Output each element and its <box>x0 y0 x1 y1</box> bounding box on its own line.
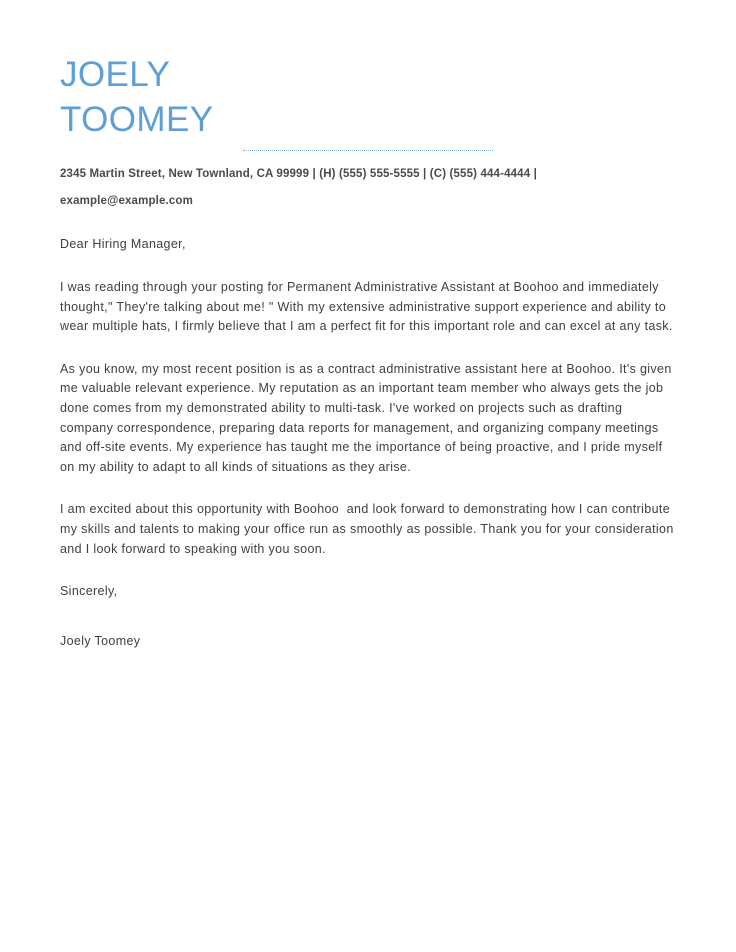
body-paragraph-3: I am excited about this opportunity with Boohoo and look forward to demonstrating how I can contribute my skills and talents to making your office run as smoothly as possible. Thank you for your consideration and I look forward to speaking with you soon. <box>60 502 678 556</box>
salutation: Dear Hiring Manager, <box>60 237 186 251</box>
contact-address-phone: 2345 Martin Street, New Townland, CA 99999 | (H) (555) 555-5555 | (C) (555) 444-4444 | <box>60 168 537 180</box>
applicant-name-header <box>60 52 676 142</box>
contact-info <box>60 161 676 215</box>
letter-body <box>60 235 676 651</box>
body-paragraph-1: I was reading through your posting for Permanent Administrative Assistant at Boohoo and immediately thought," They're talking about me! " With my extensive administrative support experience and ability to wear multiple hats, I firmly believe that I am a perfect fit for this important role and can excel at any task. <box>60 280 673 334</box>
applicant-last-name: TOOMEY <box>60 100 214 139</box>
header-divider <box>243 150 493 151</box>
cover-letter <box>60 52 676 651</box>
closing-salutation: Sincerely, <box>60 584 118 599</box>
contact-email: example@example.com <box>60 195 193 207</box>
body-paragraph-2: As you know, my most recent position is as a contract administrative assistant here at Boohoo. It's given me valuable relevant experience. My reputation as an important team member who always gets the job done comes from my demonstrated ability to multi-task. I've worked on projects such as drafting company correspondence, preparing data reports for management, and organizing company meetings and off-site events. My experience has taught me the importance of being proactive, and I pride myself on my ability to adapt to all kinds of situations as they arise. <box>60 361 676 474</box>
applicant-first-name: JOELY <box>60 55 171 94</box>
signature-name: Joely Toomey <box>60 634 141 649</box>
